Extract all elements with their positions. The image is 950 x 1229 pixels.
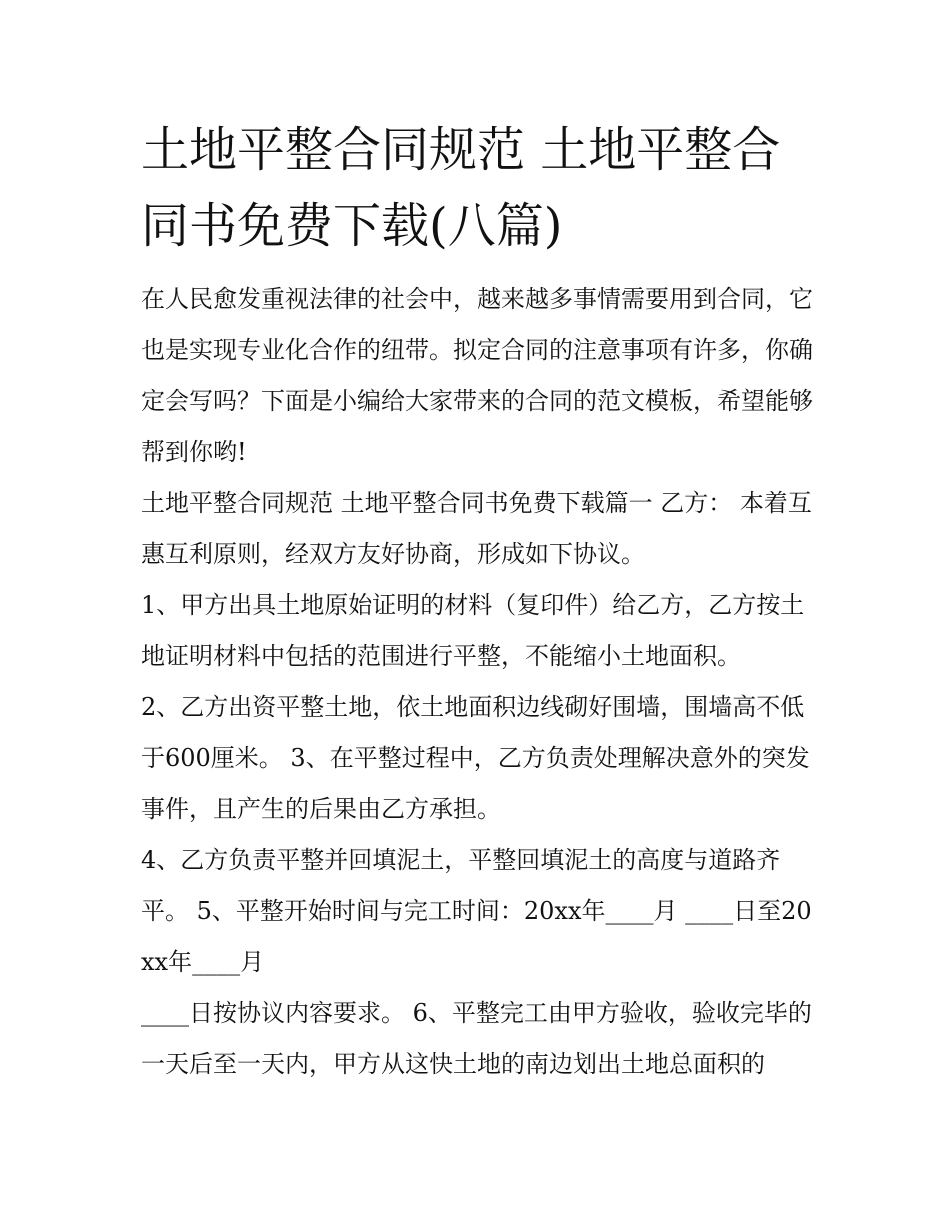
title-spacer	[141, 264, 813, 274]
clause-6-paragraph: ____日按协议内容要求。 6、平整完工由甲方验收，验收完毕的一天后至一天内，甲方从这快土地的南边划出土地总面积的	[141, 999, 812, 1078]
document-title: 土地平整合同规范 土地平整合同书免费下载(八篇)	[141, 122, 781, 254]
document-body	[141, 112, 813, 1090]
section-one-intro-paragraph: 土地平整合同规范 土地平整合同书免费下载篇一 乙方： 本着互惠互利原则，经双方友好协商，形成如下协议。	[141, 489, 812, 568]
intro-paragraph: 在人民愈发重视法律的社会中，越来越多事情需要用到合同，它也是实现专业化合作的纽带。拟定合同的注意事项有许多，你确定会写吗？下面是小编给大家带来的合同的范文模板，希望能够帮到你哟!	[141, 285, 813, 466]
clause-2-3-paragraph: 2、乙方出资平整土地，依土地面积边线砌好围墙，围墙高不低于600厘米。 3、在平整过程中，乙方负责处理解决意外的突发事件，且产生的后果由乙方承担。	[141, 693, 810, 823]
clause-1-paragraph: 1、甲方出具土地原始证明的材料（复印件）给乙方，乙方按土地证明材料中包括的范围进行平整，不能缩小土地面积。	[141, 591, 805, 670]
clause-4-5-paragraph: 4、乙方负责平整并回填泥土，平整回填泥土的高度与道路齐平。 5、平整开始时间与完工时间：20xx年____月 ____日至20xx年____月	[141, 846, 812, 976]
